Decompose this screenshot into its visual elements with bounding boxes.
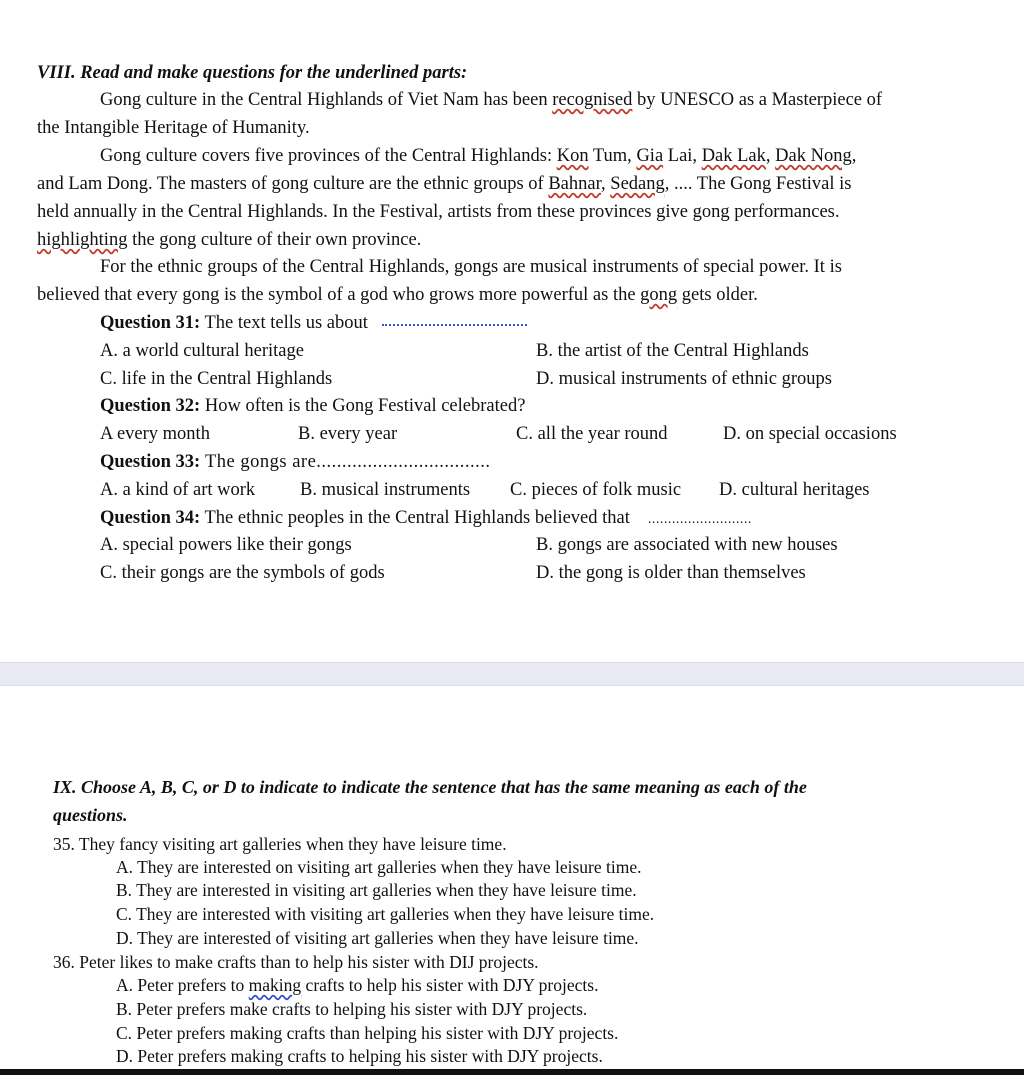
question-31-option-c: C. life in the Central Highlands [100, 369, 333, 389]
question-31-option-b: B. the artist of the Central Highlands [536, 341, 809, 361]
question-35-option-a: A. They are interested on visiting art galleries when they have leisure time. [116, 857, 642, 877]
question-33-option-a: A. a kind of art work [100, 480, 256, 500]
question-35-option-c: C. They are interested with visiting art galleries when they have leisure time. [116, 904, 655, 924]
question-31-option-a: A. a world cultural heritage [100, 341, 304, 361]
question-36-option-d: D. Peter prefers making crafts to helping his sister with DJY projects. [116, 1046, 603, 1066]
question-33-option-d: D. cultural heritages [719, 480, 870, 500]
underlined-dak-nong: Dak Nong [775, 146, 852, 166]
passage-para1-line1: Gong culture in the Central Highlands of Viet Nam has been recognised by UNESCO as a Masterpiece of [100, 90, 883, 110]
section-8-heading: VIII. Read and make questions for the underlined parts: [37, 63, 468, 83]
passage-para2-line3: held annually in the Central Highlands. In the Festival, artists from these provinces give gong performances. [37, 202, 840, 222]
passage-para3-line1: For the ethnic groups of the Central Highlands, gongs are musical instruments of special power. It is [100, 257, 842, 277]
question-36-option-c: C. Peter prefers making crafts than helping his sister with DJY projects. [116, 1023, 619, 1043]
question-36-option-b: B. Peter prefers make crafts to helping his sister with DJY projects. [116, 999, 588, 1019]
passage-para2-line4: highlighting the gong culture of their own province. [37, 230, 422, 250]
section-9-heading-line2: questions. [53, 805, 128, 825]
underlined-recognised: recognised [552, 90, 633, 110]
question-32-option-c: C. all the year round [516, 424, 668, 444]
question-34-stem: Question 34: The ethnic peoples in the Central Highlands believed that .......................... [100, 508, 752, 528]
underlined-bahnar: Bahnar [548, 174, 602, 194]
question-35-option-b: B. They are interested in visiting art galleries when they have leisure time. [116, 880, 637, 900]
underlined-gia: Gia [636, 146, 664, 166]
question-34-option-d: D. the gong is older than themselves [536, 563, 806, 583]
question-32-option-d: D. on special occasions [723, 424, 897, 444]
document-page-2 [0, 686, 1024, 1069]
question-33-stem: Question 33: The gongs are.................................. [100, 452, 491, 472]
question-33-option-c: C. pieces of folk music [510, 480, 682, 500]
question-31-option-d: D. musical instruments of ethnic groups [536, 369, 832, 389]
passage-para1-line2: the Intangible Heritage of Humanity. [37, 118, 310, 138]
underlined-sedang: Sedang [610, 174, 665, 194]
question-32-stem: Question 32: How often is the Gong Festival celebrated? [100, 396, 526, 416]
question-34-option-b: B. gongs are associated with new houses [536, 535, 838, 555]
bottom-edge-bar [0, 1069, 1024, 1075]
question-33-option-b: B. musical instruments [300, 480, 471, 500]
passage-para2-line2: and Lam Dong. The masters of gong culture are the ethnic groups of Bahnar, Sedang, .... The Gong Festival is [37, 174, 852, 194]
question-32-option-b: B. every year [298, 424, 398, 444]
question-35-stem: 35. They fancy visiting art galleries when they have leisure time. [53, 834, 507, 854]
question-36-stem: 36. Peter likes to make crafts than to help his sister with DIJ projects. [53, 952, 539, 972]
answer-blank [382, 324, 527, 326]
question-35-option-d: D. They are interested of visiting art galleries when they have leisure time. [116, 928, 639, 948]
underlined-kon: Kon [556, 146, 589, 166]
question-34-option-a: A. special powers like their gongs [100, 535, 352, 555]
question-34-option-c: C. their gongs are the symbols of gods [100, 563, 385, 583]
question-32-option-a: A every month [100, 424, 210, 444]
underlined-making: making [248, 975, 302, 995]
page-separator [0, 662, 1024, 686]
question-36-option-a: A. Peter prefers to making crafts to help his sister with DJY projects. [116, 975, 599, 995]
passage-para2-line1: Gong culture covers five provinces of the Central Highlands: Kon Tum, Gia Lai, Dak Lak, Dak Nong, [100, 146, 857, 166]
underlined-dak-lak: Dak Lak [701, 146, 766, 166]
question-31-stem: Question 31: The text tells us about [100, 312, 527, 334]
section-9-heading-line1: IX. Choose A, B, C, or D to indicate to indicate the sentence that has the same meaning as each of the [53, 777, 807, 797]
underlined-highlighting: highlighting [37, 230, 128, 250]
passage-para3-line2: believed that every gong is the symbol of a god who grows more powerful as the gong gets older. [37, 285, 758, 305]
underlined-gong: gong [640, 285, 678, 305]
